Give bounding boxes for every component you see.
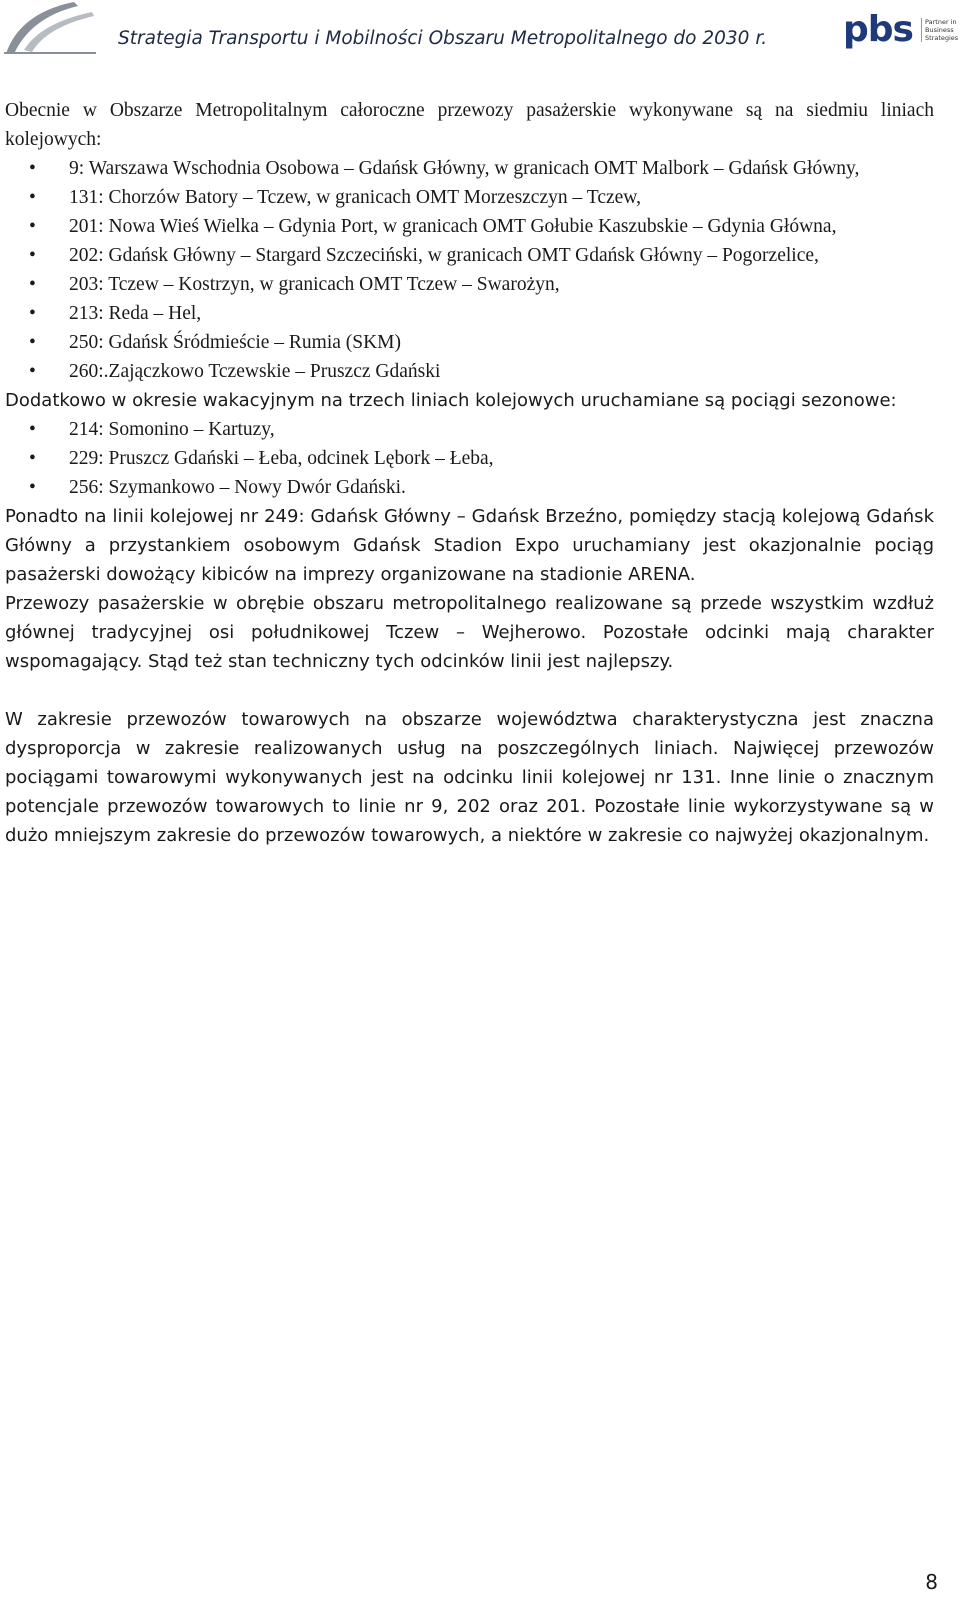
- list-item: [5, 212, 934, 241]
- list-item: [5, 473, 934, 502]
- pbs-logo: [843, 4, 959, 56]
- bullet-icon: •: [29, 477, 36, 498]
- pbs-tagline: [921, 18, 960, 42]
- list-item-text: 131: Chorzów Batory – Tczew, w granicach OMT Morzeszczyn – Tczew,: [69, 187, 641, 208]
- list-item-text: 202: Gdańsk Główny – Stargard Szczeciński, w granicach OMT Gdańsk Główny – Pogorzelice,: [69, 245, 819, 266]
- pbs-tagline-line: Strategies: [925, 34, 959, 42]
- paragraph-gap: [5, 676, 934, 705]
- bullet-icon: •: [29, 303, 36, 324]
- seasonal-lines-list: [5, 415, 934, 502]
- list-item: [5, 328, 934, 357]
- document-title: Strategia Transportu i Mobilności Obszaru Metropolitalnego do 2030 r.: [118, 28, 768, 49]
- list-item-text: 229: Pruszcz Gdański – Łeba, odcinek Lębork – Łeba,: [69, 448, 494, 469]
- bullet-icon: •: [29, 274, 36, 295]
- list-item: [5, 183, 934, 212]
- list-item-text: 260:.Zajączkowo Tczewskie – Pruszcz Gdański: [69, 361, 441, 382]
- bullet-icon: •: [29, 216, 36, 237]
- list-item-text: 9: Warszawa Wschodnia Osobowa – Gdańsk Główny, w granicach OMT Malbork – Gdańsk Główny,: [69, 158, 860, 179]
- list-item-text: 213: Reda – Hel,: [69, 303, 202, 324]
- list-item: [5, 415, 934, 444]
- paragraph-freight: W zakresie przewozów towarowych na obszarze województwa charakterystyczna jest znaczna dysproporcja w zakresie realizowanych usług na poszczególnych liniach. Najwięcej przewozów pociągami towarowymi wykonywanych jest na odcinku linii kolejowej nr 131. Inne linie o znacznym potencjale przewozów towarowych to linie nr 9, 202 oraz 201. Pozostałe linie wykorzystywane są w dużo mniejszym zakresie do przewozów towarowych, a niektóre w zakresie co najwyżej okazjonalnym.: [5, 709, 934, 846]
- list-item-text: 256: Szymankowo – Nowy Dwór Gdański.: [69, 477, 406, 498]
- paragraph-intro: Obecnie w Obszarze Metropolitalnym całoroczne przewozy pasażerskie wykonywane są na siedmiu liniach kolejowych:: [5, 100, 934, 150]
- list-item: [5, 299, 934, 328]
- list-item-text: 250: Gdańsk Śródmieście – Rumia (SKM): [69, 332, 402, 353]
- pbs-tagline-line: Business: [925, 26, 954, 34]
- list-item: [5, 241, 934, 270]
- list-item: [5, 357, 934, 386]
- document-body: [5, 96, 934, 850]
- paragraph-arena: Ponadto na linii kolejowej nr 249: Gdańsk Główny – Gdańsk Brzeźno, pomiędzy stacją kolejową Gdańsk Główny a przystankiem osobowym Gdańsk Stadion Expo uruchamiany jest okazjonalnie pociąg pasażerski dowożący kibiców na imprezy organizowane na stadionie ARENA.: [5, 506, 934, 585]
- list-item: [5, 270, 934, 299]
- year-round-lines-list: [5, 154, 934, 386]
- paragraph-axis: Przewozy pasażerskie w obrębie obszaru metropolitalnego realizowane są przede wszystkim wzdłuż głównej tradycyjnej osi południkowej Tczew – Wejherowo. Pozostałe odcinki mają charakter wspomagający. Stąd też stan techniczny tych odcinków linii jest najlepszy.: [5, 593, 934, 672]
- bullet-icon: •: [29, 361, 36, 382]
- page-number: 8: [925, 1570, 938, 1594]
- bullet-icon: •: [29, 187, 36, 208]
- paragraph-seasonal: Dodatkowo w okresie wakacyjnym na trzech liniach kolejowych uruchamiane są pociągi sezonowe:: [5, 390, 897, 411]
- bullet-icon: •: [29, 332, 36, 353]
- pbs-tagline-line: Partner in: [925, 18, 957, 26]
- bullet-icon: •: [29, 448, 36, 469]
- bullet-icon: •: [29, 158, 36, 179]
- bullet-icon: •: [29, 245, 36, 266]
- logo-swoosh-icon: [4, 0, 96, 56]
- bullet-icon: •: [29, 419, 36, 440]
- list-item-text: 201: Nowa Wieś Wielka – Gdynia Port, w granicach OMT Gołubie Kaszubskie – Gdynia Główna,: [69, 216, 837, 237]
- list-item-text: 214: Somonino – Kartuzy,: [69, 419, 275, 440]
- pbs-logo-text: pbs: [843, 9, 913, 50]
- list-item-text: 203: Tczew – Kostrzyn, w granicach OMT Tczew – Swarożyn,: [69, 274, 560, 295]
- list-item: [5, 444, 934, 473]
- list-item: [5, 154, 934, 183]
- page-header: [0, 0, 960, 60]
